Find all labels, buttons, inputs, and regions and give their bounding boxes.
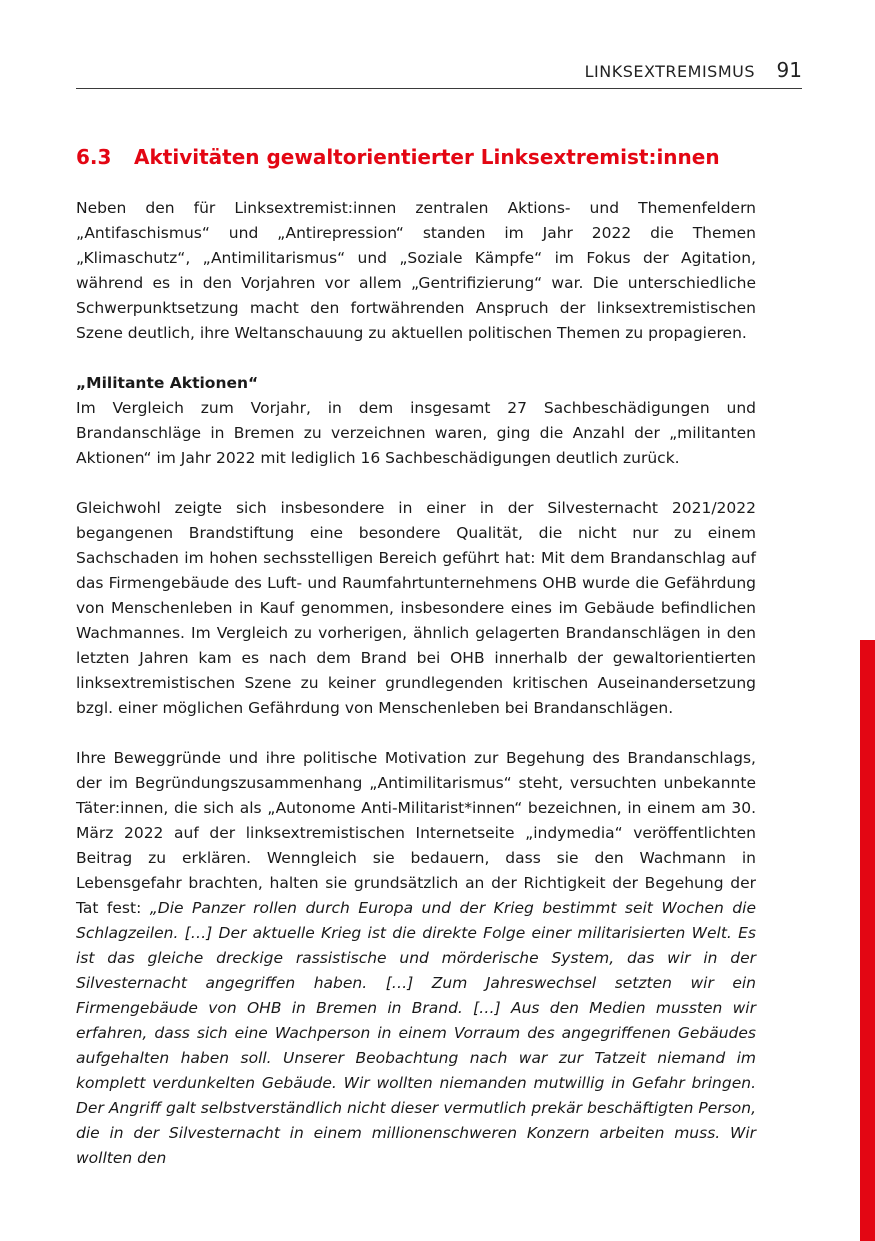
chapter-heading <box>76 145 720 169</box>
motivation-paragraph <box>76 746 756 1171</box>
chapter-title: Aktivitäten gewaltorientierter Linksextremist:innen <box>134 145 720 169</box>
section-title: LINKSEXTREMISMUS <box>584 62 755 81</box>
page-number: 91 <box>776 58 802 82</box>
perpetrator-quote: „Die Panzer rollen durch Europa und der Krieg bestimmt seit Wochen die Schlagzeilen. […] Der aktuelle Krieg ist die direkte Folge einer militarisierten Welt. Es ist das gleiche dreckige rassistische und mörderische System, das wir in der Silvesternacht angegriffen haben. […] Zum Jahreswechsel setzten wir ein Firmengebäude von OHB in Bremen in Brand. […] Aus den Medien mussten wir erfahren, dass sich eine Wachperson in einem Vorraum des angegriffenen Gebäudes aufgehalten haben soll. Unserer Beobachtung nach war zur Tatzeit niemand im komplett verdunkelten Gebäude. Wir wollten niemanden mutwillig in Gefahr bringen. Der Angriff galt selbstverständlich nicht dieser vermutlich prekär beschäftigten Person, die in der Silvesternacht in einem millionenschweren Konzern arbeiten muss. Wir wollten den <box>76 899 756 1167</box>
intro-paragraph: Neben den für Linksextremist:innen zentralen Aktions- und Themenfeldern „Antifaschismus“ und „Antirepression“ standen im Jahr 2022 die Themen „Klimaschutz“, „Antimilitarismus“ und „Soziale Kämpfe“ im Fokus der Agitation, während es in den Vorjahren vor allem „Gentrifizierung“ war. Die unterschiedliche Schwerpunktsetzung macht den fortwährenden Anspruch der linksextremistischen Szene deutlich, ihre Weltanschauung zu aktuellen politischen Themen zu propagieren. <box>76 199 756 342</box>
militant-actions-paragraph: Im Vergleich zum Vorjahr, in dem insgesamt 27 Sachbeschädigungen und Brandanschläge in Bremen zu verzeichnen waren, ging die Anzahl der „militanten Aktionen“ im Jahr 2022 mit lediglich 16 Sachbeschädigungen deutlich zurück. <box>76 399 756 467</box>
ohb-arson-paragraph: Gleichwohl zeigte sich insbesondere in einer in der Silvesternacht 2021/2022 begangenen Brandstiftung eine besondere Qualität, die nicht nur zu einem Sachschaden im hohen sechsstelligen Bereich geführt hat: Mit dem Brandanschlag auf das Firmengebäude des Luft- und Raumfahrtunternehmens OHB wurde die Gefährdung von Menschenleben in Kauf genommen, insbesondere eines im Gebäude befindlichen Wachmannes. Im Vergleich zu vorherigen, ähnlich gelagerten Brandanschlägen in den letzten Jahren kam es nach dem Brand bei OHB innerhalb der gewaltorientierten linksextremistischen Szene zu keiner grundlegenden kritischen Auseinandersetzung bzgl. einer möglichen Gefährdung von Menschenleben bei Brandanschlägen. <box>76 499 756 717</box>
chapter-tab-marker <box>860 640 875 1241</box>
militant-actions-subheading: „Militante Aktionen“ <box>76 374 259 392</box>
motivation-text: Ihre Beweggründe und ihre politische Motivation zur Begehung des Brandanschlags, der im Begründungszusammenhang „Antimilitarismus“ steht, versuchten unbekannte Täter:innen, die sich als „Autonome Anti-Militarist*innen“ bezeichnen, in einem am 30. März 2022 auf der linksextremistischen Internetseite „indymedia“ veröffentlichten Beitrag zu erklären. Wenngleich sie bedauern, dass sie den Wachmann in Lebensgefahr brachten, halten sie grundsätzlich an der Richtigkeit der Begehung der Tat fest: <box>76 749 756 917</box>
chapter-number: 6.3 <box>76 145 112 169</box>
running-header <box>76 58 802 89</box>
